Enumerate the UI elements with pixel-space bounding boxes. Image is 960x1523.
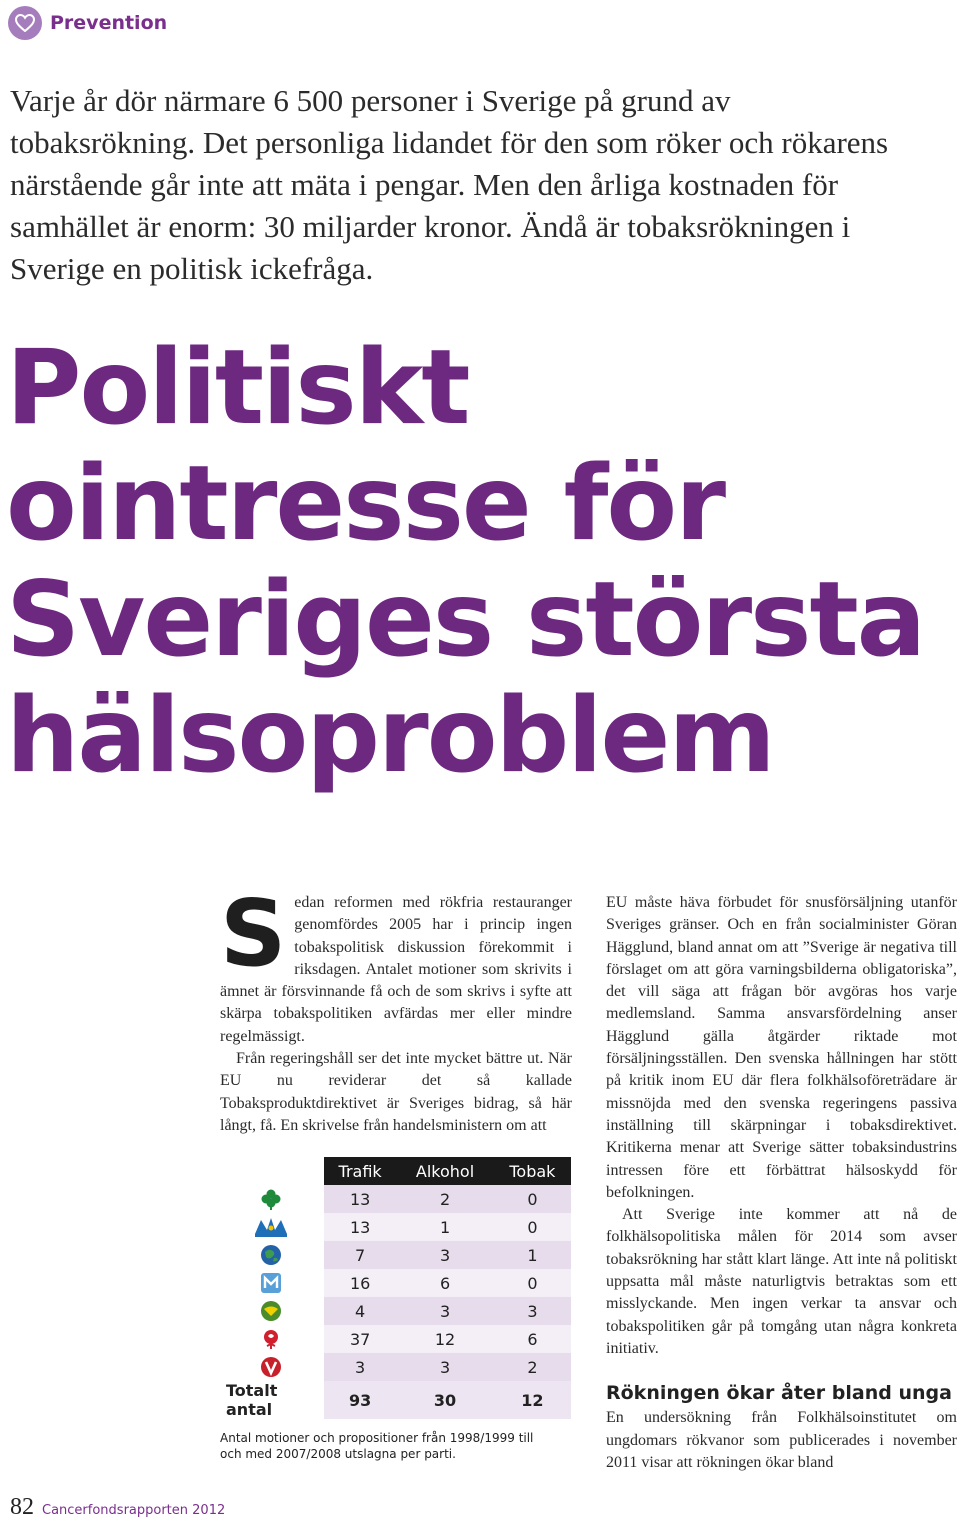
v-logo-icon [218, 1353, 324, 1381]
section-label [8, 6, 167, 40]
table-cell: 3 [396, 1297, 494, 1325]
paragraph [220, 880, 572, 1048]
table-cell: 3 [494, 1297, 571, 1325]
title-line: ointresse för [6, 444, 724, 564]
globe-logo-icon [218, 1241, 324, 1269]
section-title: Prevention [50, 12, 168, 34]
subheading: Rökningen ökar åter bland unga [606, 1382, 952, 1405]
paragraph: Att Sverige inte kommer att nå de folkhälsopolitiska målen för 2014 som avser tobaksrökning har stått klart länge. Att inte nå politiskt uppsatta mål måste naturligtvis betraktas som ett misslyckande. Men ingen verkar ta ansvar och tobakspolitiken går på tomgång utan några konkreta initiativ. [606, 1206, 957, 1357]
page-footer [10, 1494, 225, 1521]
crown-star-logo-icon [218, 1213, 324, 1241]
body-column-right [606, 892, 957, 1474]
table-row [218, 1297, 571, 1325]
page-number: 82 [10, 1494, 34, 1520]
table-cell: 12 [396, 1325, 494, 1353]
table-caption: Antal motioner och propositioner från 1998/1999 till och med 2007/2008 utslagna per parti. [220, 1431, 534, 1461]
table-cell: 7 [324, 1241, 396, 1269]
table-cell: 0 [494, 1185, 571, 1213]
table-header-row [218, 1157, 571, 1185]
paragraph: EU måste häva förbudet för snusförsäljning utanför Sveriges gränser. Och en från socialminister Göran Hägglund, bland annat om att ”Sverige är negativa till förslaget om att göra varningsbilderna obligatoriska”, det vill säga att frågan bör avgöras hos varje medlemsland. Samma ansvarsfördelning anser Hägglund gälla åtgärder riktade mot försäljningsställen. Den svenska hållningen har stött på kritik inom EU där flera folkhälsoföreträdare är missnöjda med den svenska regeringens passiva inställning till skärpningar i tobaksdirektivet. Kritikerna menar att Sverige sätter tobaksindustrins intressen före ett förbättrat hälsoskydd för befolkningen. [606, 894, 957, 1201]
total-label: Totalt antal [218, 1381, 324, 1419]
table-cell: 0 [494, 1213, 571, 1241]
table-cell: 4 [324, 1297, 396, 1325]
table-cell: 0 [494, 1269, 571, 1297]
table-row [218, 1241, 571, 1269]
m-logo-icon [218, 1269, 324, 1297]
column-header-trafik: Trafik [324, 1157, 396, 1185]
table-cell: 2 [494, 1353, 571, 1381]
table-total-row [218, 1381, 571, 1419]
title-line: Politiskt [6, 328, 469, 448]
table-cell: 3 [324, 1353, 396, 1381]
article-title [6, 330, 956, 794]
title-line: hälsoproblem [6, 676, 774, 796]
table-cell: 13 [324, 1213, 396, 1241]
heart-icon [8, 6, 42, 40]
paragraph: En undersökning från Folkhälsoinstitutet om ungdomars rökvanor som publicerades i november 2011 visar att rökningen ökar bland [606, 1409, 957, 1471]
column-header-alkohol: Alkohol [396, 1157, 494, 1185]
header-blank [218, 1157, 324, 1185]
table-cell: 1 [494, 1241, 571, 1269]
table-row [218, 1325, 571, 1353]
title-line: Sveriges största [6, 560, 925, 680]
table-row [218, 1269, 571, 1297]
table-row [218, 1353, 571, 1381]
total-cell: 30 [396, 1381, 494, 1419]
table-cell: 37 [324, 1325, 396, 1353]
table-cell: 3 [396, 1353, 494, 1381]
paragraph-text: edan reformen med rökfria restauranger genomfördes 2005 har i princip ingen tobakspolitisk diskussion förekommit i riksdagen. Antalet motioner som skrivits i ämnet är försvinnande få och de som skrivs i syfte att skärpa tobakspolitiken avfärdas mer eller mindre regelmässigt. [220, 894, 572, 1045]
table-cell: 1 [396, 1213, 494, 1241]
table-row [218, 1213, 571, 1241]
table-cell: 16 [324, 1269, 396, 1297]
total-cell: 93 [324, 1381, 396, 1419]
publication-name: Cancerfondsrapporten 2012 [42, 1503, 226, 1518]
table-cell: 2 [396, 1185, 494, 1213]
intro-text: Varje år dör närmare 6 500 personer i Sverige på grund av tobaksrökning. Det personliga lidandet för den som röker och rökarens närstående går inte att mäta i pengar. Men den årliga kostnaden för samhället är enorm: 30 miljarder kronor. Ändå är tobaksrökningen i Sverige en politisk ickefråga. [10, 83, 889, 286]
table-row [218, 1185, 571, 1213]
body-column-middle [220, 880, 572, 1137]
motions-table [218, 1157, 571, 1419]
table-cell: 6 [494, 1325, 571, 1353]
paragraph: Från regeringshåll ser det inte mycket bättre ut. När EU nu reviderar det så kallade Tobaksproduktdirektivet är Sveriges bidrag, så här långt, få. En skrivelse från handelsministern om att [220, 1050, 572, 1134]
rose-logo-icon [218, 1325, 324, 1353]
table-cell: 13 [324, 1185, 396, 1213]
clover-logo-icon [218, 1185, 324, 1213]
column-header-tobak: Tobak [494, 1157, 571, 1185]
daisy-logo-icon [218, 1297, 324, 1325]
table-cell: 3 [396, 1241, 494, 1269]
total-cell: 12 [494, 1381, 571, 1419]
table-cell: 6 [396, 1269, 494, 1297]
drop-cap: S [220, 880, 287, 987]
